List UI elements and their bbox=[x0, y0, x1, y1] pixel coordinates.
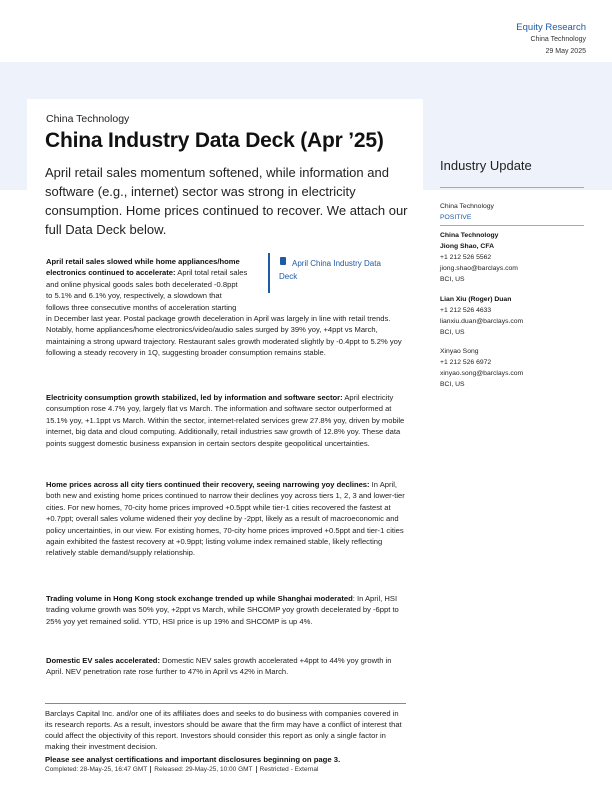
analyst-email[interactable]: lianxiu.duan@barclays.com bbox=[440, 318, 524, 325]
retail-lead: April retail sales slowed while home appliances/home electronics continued to accelerate: bbox=[46, 257, 240, 278]
page-header bbox=[516, 22, 586, 57]
sidebar-divider-2 bbox=[440, 225, 584, 226]
paragraph-trading-volume bbox=[46, 593, 408, 627]
paragraph-electricity bbox=[46, 392, 408, 449]
analyst-entity: BCI, US bbox=[440, 381, 465, 388]
disclaimer: Barclays Capital Inc. and/or one of its affiliates does and seeks to do business with companies covered in its research reports. As a result, investors should be aware that the firm may have a conflict of interest that could affect the objectivity of this report. Investors should consider this report as only a single factor in making their investment decision. bbox=[45, 709, 402, 751]
paragraph-retail bbox=[46, 256, 408, 359]
sector-name: China Technology bbox=[440, 203, 494, 210]
brand-label: Equity Research bbox=[516, 22, 586, 33]
header-section: China Technology bbox=[530, 36, 586, 43]
report-title: China Industry Data Deck (Apr ’25) bbox=[45, 129, 384, 152]
trading-lead: Trading volume in Hong Kong stock exchange trended up while Shanghai moderated bbox=[46, 594, 353, 603]
completed-stamp: Completed: 28-May-25, 16:47 GMT bbox=[45, 766, 148, 773]
analyst-entity: BCI, US bbox=[440, 276, 465, 283]
paragraph-home-prices bbox=[46, 479, 408, 559]
released-stamp: Released: 29-May-25, 10:00 GMT bbox=[150, 766, 252, 773]
analyst-block-1 bbox=[440, 230, 590, 285]
ev-text: Domestic NEV sales growth accelerated +4ppt to 44% yoy growth in April. NEV penetration rate rose further to 47% in April vs 42% in March. bbox=[46, 656, 392, 677]
report-lede: April retail sales momentum softened, while information and software (e.g., internet) sector was strong in electricity consumption. Home prices continued to recover. We attach our full Data Deck below. bbox=[45, 165, 408, 237]
report-meta bbox=[45, 766, 318, 773]
ev-lead: Domestic EV sales accelerated: bbox=[46, 656, 160, 665]
retail-line-4: follows three consecutive months of acceleration starting bbox=[46, 302, 237, 312]
sector-rating bbox=[440, 201, 590, 223]
paragraph-ev-sales bbox=[46, 655, 408, 678]
analyst-phone: +1 212 526 5562 bbox=[440, 254, 492, 261]
certifications-note: Please see analyst certifications and important disclosures beginning on page 3. bbox=[45, 755, 341, 764]
retail-line-2: and online physical goods sales both decelerated -0.8ppt bbox=[46, 279, 238, 289]
sidebar-title: Industry Update bbox=[440, 158, 532, 173]
analyst-name: Lian Xiu (Roger) Duan bbox=[440, 296, 512, 303]
home-prices-text: In April, both new and existing home prices continued to narrow their declines yoy across tiers 1, 2, 3 and lower-tier cities. For new homes, 70-city home prices improved +0.5ppt while tier-1 cities recovered the fastest at +0.7ppt; overall sales volume widened their yoy decline by -2ppt, likely as a result of macroeconomic and policy uncertainties, in our view. For existing homes, 70-city home prices improved +0.5ppt and tier-1 cities again exhibited the fastest recovery at +0.9ppt; listing volume index remained stable, likely reflecting relatively stable demand/supply relationship. bbox=[46, 480, 405, 558]
home-prices-lead: Home prices across all city tiers continued their recovery, seeing narrowing yoy declines: bbox=[46, 480, 370, 489]
analyst-name: Jiong Shao, CFA bbox=[440, 243, 494, 250]
analyst-block-3 bbox=[440, 346, 590, 390]
analyst-phone: +1 212 526 4633 bbox=[440, 307, 492, 314]
analyst-entity: BCI, US bbox=[440, 329, 465, 336]
electricity-lead: Electricity consumption growth stabilized, led by information and software sector: bbox=[46, 393, 343, 402]
analyst-name: Xinyao Song bbox=[440, 348, 479, 355]
header-date: 29 May 2025 bbox=[545, 48, 586, 55]
analyst-email[interactable]: xinyao.song@barclays.com bbox=[440, 370, 524, 377]
footer-divider bbox=[45, 703, 406, 704]
analyst-block-2 bbox=[440, 294, 590, 338]
trading-text: : In April, HSI trading volume growth was 50% yoy, +2ppt vs March, while SHCOMP yoy growth decelerated by -6ppt to 25% yoy yet remained solid. YTD, HSI price is up 19% and SHCOMP is up 4%. bbox=[46, 594, 399, 626]
retail-line-3: to 5.1% and 6.1% yoy, respectively, a slowdown that bbox=[46, 291, 222, 301]
rating-badge: POSITIVE bbox=[440, 214, 472, 221]
analyst-phone: +1 212 526 6972 bbox=[440, 359, 492, 366]
retail-line-1: April total retail sales bbox=[175, 268, 248, 278]
analyst-email[interactable]: jiong.shao@barclays.com bbox=[440, 265, 518, 272]
report-kicker: China Technology bbox=[46, 113, 130, 125]
restricted-label: Restricted - External bbox=[256, 766, 319, 773]
team-label: China Technology bbox=[440, 232, 499, 239]
retail-rest: in December last year. Postal package growth deceleration in April was largely in line with retail trends. Notably, home appliances/home electronics/video/audio sales surged by 39% yoy, +4ppt vs March, maintaining a strong upward trajectory. Restaurant sales growth moderated slightly by -0.4ppt to 5.2% yoy following a steady recovery in 1Q, suggesting broader consumption remains stable. bbox=[46, 314, 402, 358]
electricity-text: April electricity consumption rose 4.7% yoy, largely flat vs March. The information and software sector outperformed at 15.1% yoy, +1.1ppt vs March. Within the sector, internet-related services grew 27.8% yoy, driven by mobile internet, big data and cloud computing. Additionally, retail industries saw growth of 12.8% yoy. These data points suggest domestic business expansion in certain sectors despite geopolitical uncertainties. bbox=[46, 393, 405, 448]
data-deck-link[interactable]: April China Industry Data Deck bbox=[279, 259, 381, 281]
sidebar-divider bbox=[440, 187, 584, 188]
